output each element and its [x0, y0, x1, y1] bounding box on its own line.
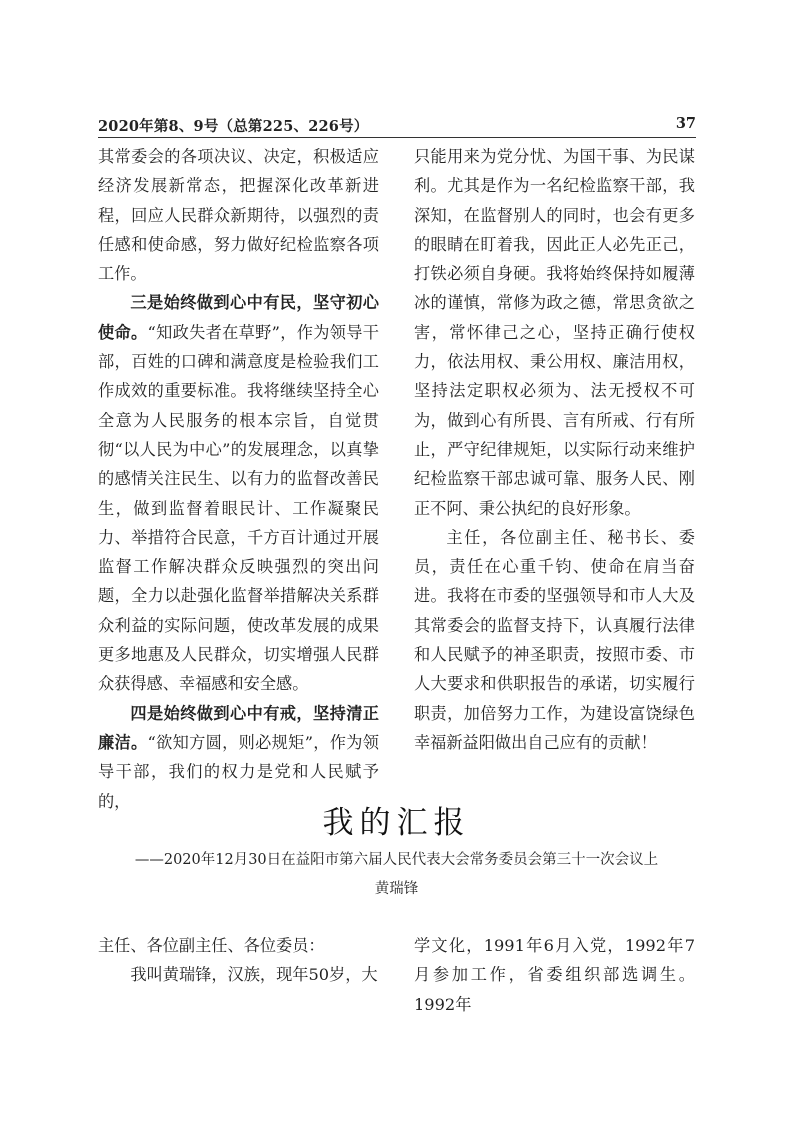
paragraph: 只能用来为党分忧、为国干事、为民谋利。尤其是作为一名纪检监察干部，我深知，在监督别人的同时，也会有更多的眼睛在盯着我，因此正人必先正己，打铁必须自身硬。我将始终保持如履薄冰的谨慎，常修为政之德，常思贪欲之害，常怀律己之心，坚持正确行使权力，依法用权、秉公用权、廉洁用权，坚持法定职权必须为、法无授权不可为，做到心有所畏、言有所戒、行有所止，严守纪律规矩，以实际行动来维护纪检监察干部忠诚可靠、服务人民、刚正不阿、秉公执纪的良好形象。 — [414, 147, 695, 518]
article-subtitle: ——2020年12月30日在益阳市第六届人民代表大会常务委员会第三十一次会议上 — [134, 852, 659, 868]
article-left-column — [98, 931, 379, 990]
top-right-column — [414, 142, 695, 757]
section-heading: 三是始终做到心中有民，坚守初心使命。 — [98, 293, 379, 342]
article-author: 黄瑞锋 — [374, 881, 419, 897]
paragraph: 学文化，1991年6月入党，1992年7月参加工作，省委组织部选调生。1992年 — [414, 936, 695, 1014]
paragraph: 三是始终做到心中有民，坚守初心使命。“知政失者在草野”，作为领导干部，百姓的口碑和满意度是检验我们工作成效的重要标准。我将继续坚持全心全意为人民服务的根本宗旨，自觉贯彻“以人民为中心”的发展理念，以真挚的感情关注民生、以有力的监督改善民生，做到监督着眼民计、工作凝聚民力、举措符合民意，千方百计通过开展监督工作解决群众反映强烈的突出问题，全力以赴强化监督举措解决关系群众利益的实际问题，使改革发展的成果更多地惠及人民群众，切实增强人民群众获得感、幸福感和安全感。 — [98, 293, 379, 694]
paragraph: 主任，各位副主任、秘书长、委员，责任在心重千钧、使命在肩当奋进。我将在市委的坚强领导和市人大及其常委会的监督支持下，认真履行法律和人民赋予的神圣职责，按照市委、市人大要求和供职报告的承诺，切实履行职责，加倍努力工作，为建设富饶绿色幸福新益阳做出自己应有的贡献！ — [414, 527, 695, 752]
article-right-column — [414, 931, 695, 1019]
section-heading: 四是始终做到心中有戒，坚持清正廉洁。 — [98, 703, 379, 752]
top-left-column — [98, 142, 379, 816]
page-number: 37 — [675, 115, 696, 132]
paragraph: 四是始终做到心中有戒，坚持清正廉洁。“欲知方圆，则必规矩”，作为领导干部，我们的权力是党和人民赋予的， — [98, 703, 379, 811]
running-header — [98, 115, 696, 138]
salutation: 主任、各位副主任、各位委员： — [98, 936, 325, 955]
paragraph: 我叫黄瑞锋，汉族，现年50岁，大 — [130, 965, 378, 985]
article-title: 我的汇报 — [322, 805, 471, 841]
paragraph: 其常委会的各项决议、决定，积极适应经济发展新常态，把握深化改革新进程，回应人民群众新期待，以强烈的责任感和使命感，努力做好纪检监察各项工作。 — [98, 147, 379, 284]
issue-label: 2020年第8、9号（总第225、226号） — [98, 118, 369, 135]
